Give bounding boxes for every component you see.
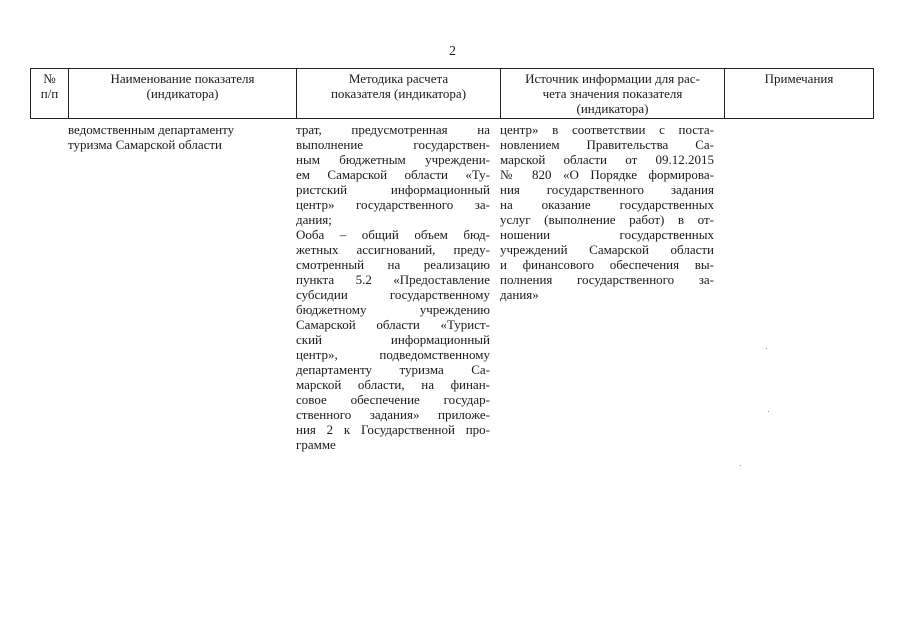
name-line: туризма Самарской области xyxy=(68,137,223,152)
table-header-row xyxy=(31,69,874,119)
header-indicator-name-line1: Наименование показателя xyxy=(110,71,255,86)
header-source-line2: чета значения показателя xyxy=(542,86,683,101)
source-line: № 820 «О Порядке формирова- xyxy=(500,167,714,182)
header-calculation-method xyxy=(297,69,501,119)
scan-speck xyxy=(768,411,769,412)
source-line: дания» xyxy=(500,287,539,302)
header-notes xyxy=(725,69,874,119)
source-line: полнения государственного за- xyxy=(500,272,714,287)
method-line: ным бюджетным учреждени- xyxy=(296,152,490,167)
source-line: и финансового обеспечения вы- xyxy=(500,257,714,272)
source-line: новлением Правительства Са- xyxy=(500,137,714,152)
method-line: центр» государственного за- xyxy=(296,197,490,212)
method-line: марской области, на финан- xyxy=(296,377,490,392)
scan-speck xyxy=(740,465,741,466)
source-line: ношении государственных xyxy=(500,227,714,242)
method-line: департаменту туризма Са- xyxy=(296,362,490,377)
header-indicator-name xyxy=(69,69,297,119)
header-source-line3: (индикатора) xyxy=(576,101,649,116)
header-indicator-name-line2: (индикатора) xyxy=(146,86,219,101)
method-line: бюджетному учреждению xyxy=(296,302,490,317)
method-line: пункта 5.2 «Предоставление xyxy=(296,272,490,287)
information-source-cell xyxy=(500,122,714,302)
source-line: услуг (выполнение работ) в от- xyxy=(500,212,714,227)
method-line: совое обеспечение государ- xyxy=(296,392,490,407)
indicators-table xyxy=(30,68,874,119)
method-line: ристский информационный xyxy=(296,182,490,197)
method-line: Самарской области «Турист- xyxy=(296,317,490,332)
header-source-line1: Источник информации для рас- xyxy=(525,71,700,86)
method-line: субсидии государственному xyxy=(296,287,490,302)
method-line: дания; xyxy=(296,212,332,227)
header-number-line1: № xyxy=(43,71,56,86)
method-line: жетных ассигнований, преду- xyxy=(296,242,490,257)
name-line: ведомственным департаменту xyxy=(68,122,235,137)
page-number: 2 xyxy=(449,44,456,59)
source-line: учреждений Самарской области xyxy=(500,242,714,257)
method-line: грамме xyxy=(296,437,336,452)
header-method-line2: показателя (индикатора) xyxy=(330,86,467,101)
method-line: ем Самарской области «Ту- xyxy=(296,167,490,182)
header-information-source xyxy=(501,69,725,119)
source-line: ния государственного задания xyxy=(500,182,714,197)
scan-speck xyxy=(766,348,767,349)
source-line: центр» в соответствии с поста- xyxy=(500,122,714,137)
header-method-line1: Методика расчета xyxy=(348,71,449,86)
method-line: ственного задания» приложе- xyxy=(296,407,490,422)
method-line: ский информационный xyxy=(296,332,490,347)
indicator-name-cell xyxy=(68,122,268,152)
source-line: марской области от 09.12.2015 xyxy=(500,152,714,167)
calculation-method-cell xyxy=(296,122,490,452)
source-line: на оказание государственных xyxy=(500,197,714,212)
header-number-line2: п/п xyxy=(40,86,59,101)
header-number xyxy=(31,69,69,119)
method-line: Ooба – общий объем бюд- xyxy=(296,227,490,242)
method-line: центр», подведомственному xyxy=(296,347,490,362)
method-line: смотренный на реализацию xyxy=(296,257,490,272)
method-line: выполнение государствен- xyxy=(296,137,490,152)
method-line: трат, предусмотренная на xyxy=(296,122,490,137)
header-notes-line1: Примечания xyxy=(764,71,834,86)
method-line: ния 2 к Государственной про- xyxy=(296,422,490,437)
